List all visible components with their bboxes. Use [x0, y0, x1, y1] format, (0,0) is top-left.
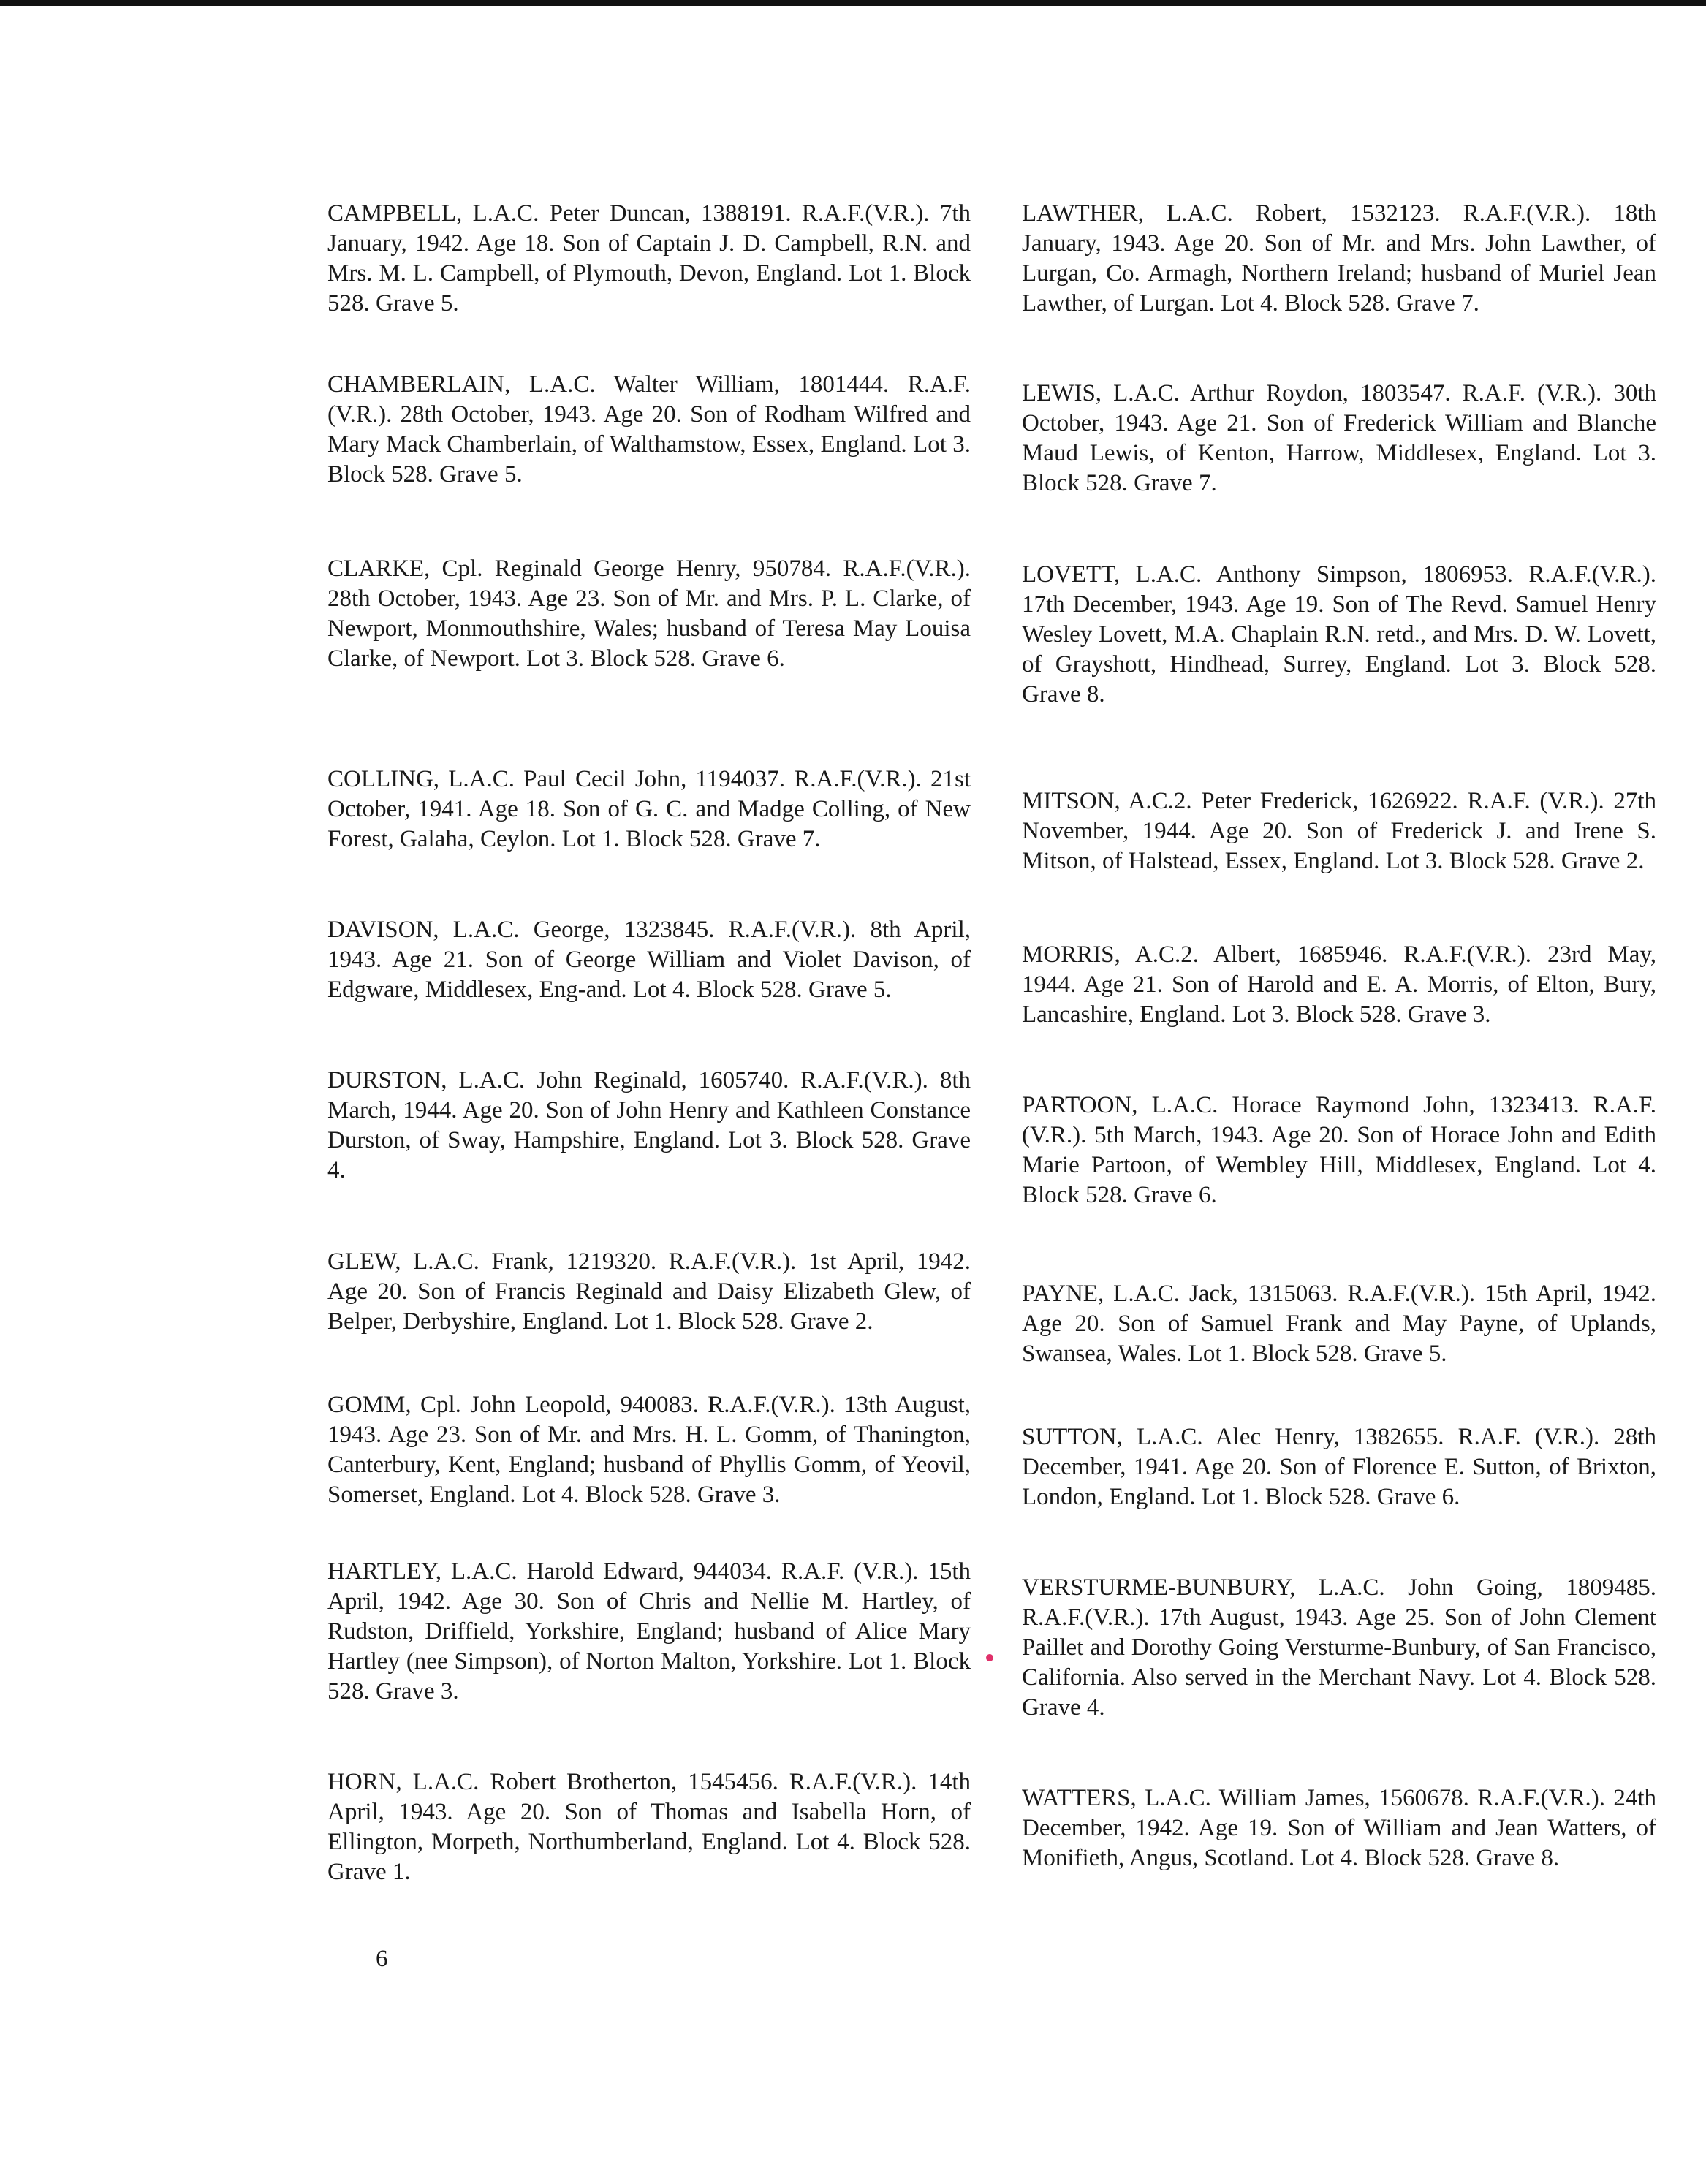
entry-sutton: SUTTON, L.A.C. Alec Henry, 1382655. R.A.F. (V.R.). 28th December, 1941. Age 20. Son of Florence E. Sutton, of Brixton, London, England. Lot 1. Block 528. Grave 6.: [1022, 1424, 1656, 1510]
entry-durston: DURSTON, L.A.C. John Reginald, 1605740. R.A.F.(V.R.). 8th March, 1944. Age 20. Son of John Henry and Kathleen Constance Durston, of Sway, Hampshire, England. Lot 3. Block 528. Grave 4.: [327, 1067, 971, 1183]
page-number: 6: [376, 1946, 388, 1972]
entry-chamberlain: CHAMBERLAIN, L.A.C. Walter William, 1801444. R.A.F.(V.R.). 28th October, 1943. Age 20. Son of Rodham Wilfred and Mary Mack Chamberlain, of Walthamstow, Essex, England. Lot 3. Block 528. Grave 5.: [327, 371, 971, 488]
entry-gomm: GOMM, Cpl. John Leopold, 940083. R.A.F.(V.R.). 13th August, 1943. Age 23. Son of Mr. and Mrs. H. L. Gomm, of Thanington, Canterbury, Kent, England; husband of Phyllis Gomm, of Yeovil, Somerset, England. Lot 4. Block 528. Grave 3.: [327, 1392, 971, 1508]
top-border: [0, 0, 1706, 6]
entry-lovett: LOVETT, L.A.C. Anthony Simpson, 1806953. R.A.F.(V.R.). 17th December, 1943. Age 19. Son of The Revd. Samuel Henry Wesley Lovett, M.A. Chaplain R.N. retd., and Mrs. D. W. Lovett, of Grayshott, Hindhead, Surrey, England. Lot 3. Block 528. Grave 8.: [1022, 561, 1656, 708]
entry-watters: WATTERS, L.A.C. William James, 1560678. R.A.F.(V.R.). 24th December, 1942. Age 19. Son of William and Jean Watters, of Monifieth, Angus, Scotland. Lot 4. Block 528. Grave 8.: [1022, 1785, 1656, 1871]
entry-hartley: HARTLEY, L.A.C. Harold Edward, 944034. R.A.F. (V.R.). 15th April, 1942. Age 30. Son of Chris and Nellie M. Hartley, of Rudston, Driffield, Yorkshire, England; husband of Alice Mary Hartley (nee Simpson), of Norton Malton, Yorkshire. Lot 1. Block 528. Grave 3.: [327, 1558, 971, 1705]
entry-payne: PAYNE, L.A.C. Jack, 1315063. R.A.F.(V.R.). 15th April, 1942. Age 20. Son of Samuel Frank and May Payne, of Uplands, Swansea, Wales. Lot 1. Block 528. Grave 5.: [1022, 1281, 1656, 1367]
entry-colling: COLLING, L.A.C. Paul Cecil John, 1194037. R.A.F.(V.R.). 21st October, 1941. Age 18. Son of G. C. and Madge Colling, of New Forest, Galaha, Ceylon. Lot 1. Block 528. Grave 7.: [327, 766, 971, 852]
entry-partoon: PARTOON, L.A.C. Horace Raymond John, 1323413. R.A.F.(V.R.). 5th March, 1943. Age 20. Son of Horace John and Edith Marie Partoon, of Wembley Hill, Middlesex, England. Lot 4. Block 528. Grave 6.: [1022, 1092, 1656, 1208]
entry-lawther: LAWTHER, L.A.C. Robert, 1532123. R.A.F.(V.R.). 18th January, 1943. Age 20. Son of Mr. and Mrs. John Lawther, of Lurgan, Co. Armagh, Northern Ireland; husband of Muriel Jean Lawther, of Lurgan. Lot 4. Block 528. Grave 7.: [1022, 200, 1656, 316]
entry-versturme-bunbury: VERSTURME-BUNBURY, L.A.C. John Going, 1809485. R.A.F.(V.R.). 17th August, 1943. Age 25. Son of John Clement Paillet and Dorothy Going Versturme-Bunbury, of San Francisco, California. Also served in the Merchant Navy. Lot 4. Block 528. Grave 4.: [1022, 1574, 1656, 1721]
entry-mitson: MITSON, A.C.2. Peter Frederick, 1626922. R.A.F. (V.R.). 27th November, 1944. Age 20. Son of Frederick J. and Irene S. Mitson, of Halstead, Essex, England. Lot 3. Block 528. Grave 2.: [1022, 788, 1656, 874]
ink-speck: [986, 1654, 993, 1661]
entry-glew: GLEW, L.A.C. Frank, 1219320. R.A.F.(V.R.). 1st April, 1942. Age 20. Son of Francis Reginald and Daisy Elizabeth Glew, of Belper, Derbyshire, England. Lot 1. Block 528. Grave 2.: [327, 1248, 971, 1335]
entry-lewis: LEWIS, L.A.C. Arthur Roydon, 1803547. R.A.F. (V.R.). 30th October, 1943. Age 21. Son of Frederick William and Blanche Maud Lewis, of Kenton, Harrow, Middlesex, England. Lot 3. Block 528. Grave 7.: [1022, 380, 1656, 496]
entry-davison: DAVISON, L.A.C. George, 1323845. R.A.F.(V.R.). 8th April, 1943. Age 21. Son of George William and Violet Davison, of Edgware, Middlesex, Eng-and. Lot 4. Block 528. Grave 5.: [327, 917, 971, 1003]
entry-clarke: CLARKE, Cpl. Reginald George Henry, 950784. R.A.F.(V.R.). 28th October, 1943. Age 23. Son of Mr. and Mrs. P. L. Clarke, of Newport, Monmouthshire, Wales; husband of Teresa May Louisa Clarke, of Newport. Lot 3. Block 528. Grave 6.: [327, 556, 971, 672]
entry-campbell: CAMPBELL, L.A.C. Peter Duncan, 1388191. R.A.F.(V.R.). 7th January, 1942. Age 18. Son of Captain J. D. Campbell, R.N. and Mrs. M. L. Campbell, of Plymouth, Devon, England. Lot 1. Block 528. Grave 5.: [327, 200, 971, 316]
entry-horn: HORN, L.A.C. Robert Brotherton, 1545456. R.A.F.(V.R.). 14th April, 1943. Age 20. Son of Thomas and Isabella Horn, of Ellington, Morpeth, Northumberland, England. Lot 4. Block 528. Grave 1.: [327, 1769, 971, 1885]
entry-morris: MORRIS, A.C.2. Albert, 1685946. R.A.F.(V.R.). 23rd May, 1944. Age 21. Son of Harold and E. A. Morris, of Elton, Bury, Lancashire, England. Lot 3. Block 528. Grave 3.: [1022, 941, 1656, 1028]
